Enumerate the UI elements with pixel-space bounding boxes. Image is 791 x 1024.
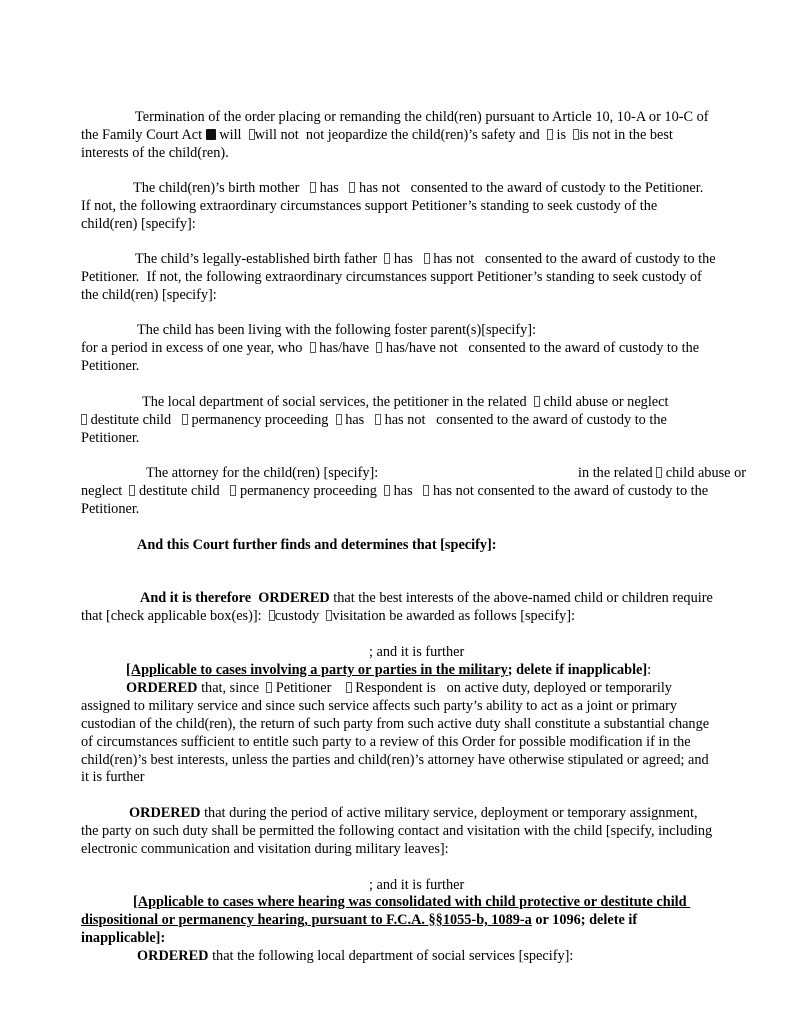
p3-line1: The child’s legally-established birth father has has not consented to the award of custody to the bbox=[135, 251, 716, 267]
p1-line1: Termination of the order placing or remanding the child(ren) pursuant to Article 10, 10-A or 10-C of bbox=[135, 109, 709, 125]
ordered2-line3: electronic communication and visitation during military leaves]: bbox=[81, 841, 449, 857]
aftc-destitute-checkbox[interactable] bbox=[129, 485, 135, 496]
p4-line2: for a period in excess of one year, who has/have has/have not consented to the award of custody to the bbox=[81, 340, 700, 356]
aftc-has-checkbox[interactable] bbox=[384, 485, 390, 496]
respondent-checkbox[interactable] bbox=[346, 682, 352, 693]
consolidated-heading-line3: inapplicable]: bbox=[81, 930, 166, 946]
military-line1: ORDERED that, since Petitioner Respondent is on active duty, deployed or temporarily bbox=[126, 680, 672, 696]
will-label: will bbox=[219, 127, 242, 143]
p2-line1: The child(ren)’s birth mother has has not consented to the award of custody to the Petitioner. bbox=[133, 180, 704, 196]
dss-destitute-checkbox[interactable] bbox=[81, 414, 87, 425]
will-checkbox[interactable] bbox=[206, 129, 216, 140]
p6-line2: neglect destitute child permanency proceeding has has not consented to the award of custody to the bbox=[81, 483, 709, 499]
military-line5: child(ren)’s best interests, unless the parties and child(ren)’s attorney have otherwise stipulated or agreed; and bbox=[81, 752, 709, 768]
findings-heading: And this Court further finds and determines that [specify]: bbox=[137, 537, 497, 553]
consolidated-heading-line2: dispositional or permanency hearing, pursuant to F.C.A. §§1055-b, 1089-a or 1096; delete if bbox=[81, 912, 638, 928]
ordered2-line1: ORDERED that during the period of active military service, deployment or temporary assignment, bbox=[129, 805, 698, 821]
p5-line1: The local department of social services, the petitioner in the related child abuse or neglect bbox=[142, 394, 669, 410]
aftc-has-not-checkbox[interactable] bbox=[423, 485, 429, 496]
ordered1-line2: that [check applicable box(es)]: custody visitation be awarded as follows [specify]: bbox=[81, 608, 576, 624]
p2-line3: child(ren) [specify]: bbox=[81, 216, 196, 232]
father-has-not-checkbox[interactable] bbox=[424, 253, 430, 264]
p4-line3: Petitioner. bbox=[81, 358, 140, 374]
military-line2: assigned to military service and since such service affects such party’s ability to act as a joint or primary bbox=[81, 698, 678, 714]
military-line4: of circumstances sufficient to entitle such party to a review of this Order for possible modification if in the bbox=[81, 734, 691, 750]
is-checkbox[interactable] bbox=[547, 129, 553, 140]
p6-line3: Petitioner. bbox=[81, 501, 140, 517]
p2-line2: If not, the following extraordinary circumstances support Petitioner’s standing to seek custody of the bbox=[81, 198, 658, 214]
p6-line1b: in the related child abuse or bbox=[578, 465, 746, 481]
father-has-checkbox[interactable] bbox=[384, 253, 390, 264]
consolidated-heading-line1: [Applicable to cases where hearing was consolidated with child protective or destitute child bbox=[133, 894, 691, 910]
dss-permanency-checkbox[interactable] bbox=[182, 414, 188, 425]
mother-has-not-checkbox[interactable] bbox=[349, 182, 355, 193]
p5-line3: Petitioner. bbox=[81, 430, 140, 446]
consolidated-ordered-line: ORDERED that the following local department of social services [specify]: bbox=[137, 948, 574, 964]
petitioner-checkbox[interactable] bbox=[266, 682, 272, 693]
further-2: ; and it is further bbox=[369, 877, 465, 893]
dss-has-checkbox[interactable] bbox=[336, 414, 342, 425]
dss-has-not-checkbox[interactable] bbox=[375, 414, 381, 425]
aftc-abuse-checkbox[interactable] bbox=[656, 467, 662, 478]
p1-line3: interests of the child(ren). bbox=[81, 145, 229, 161]
p3-line3: the child(ren) [specify]: bbox=[81, 287, 217, 303]
foster-has-have-not-checkbox[interactable] bbox=[376, 342, 382, 353]
mother-has-checkbox[interactable] bbox=[310, 182, 316, 193]
p3-line2: Petitioner. If not, the following extraordinary circumstances support Petitioner’s standing to seek custody of bbox=[81, 269, 702, 285]
military-heading: [Applicable to cases involving a party or parties in the military; delete if inapplicable]: bbox=[126, 662, 652, 678]
p1-line2: the Family Court Act will will not not jeopardize the child(ren)’s safety and is is not in the best bbox=[81, 127, 673, 143]
p5-line2: destitute child permanency proceeding has has not consented to the award of custody to the bbox=[81, 412, 667, 430]
will-not-label: will not not jeopardize the child(ren)’s safety and bbox=[254, 127, 540, 143]
military-line6: it is further bbox=[81, 769, 145, 785]
dss-abuse-checkbox[interactable] bbox=[534, 396, 540, 407]
p6-line1a: The attorney for the child(ren) [specify]: bbox=[146, 465, 379, 481]
further-1: ; and it is further bbox=[369, 644, 465, 660]
foster-has-have-checkbox[interactable] bbox=[310, 342, 316, 353]
aftc-permanency-checkbox[interactable] bbox=[230, 485, 236, 496]
ordered1-line1: And it is therefore ORDERED that the best interests of the above-named child or children require bbox=[140, 590, 713, 606]
p4-line1: The child has been living with the following foster parent(s)[specify]: bbox=[137, 322, 537, 338]
military-line3: custodian of the child(ren), the return of such party from such active duty shall constitute a substantial change bbox=[81, 716, 710, 732]
ordered2-line2: the party on such duty shall be permitted the following contact and visitation with the child [specify, including bbox=[81, 823, 713, 839]
